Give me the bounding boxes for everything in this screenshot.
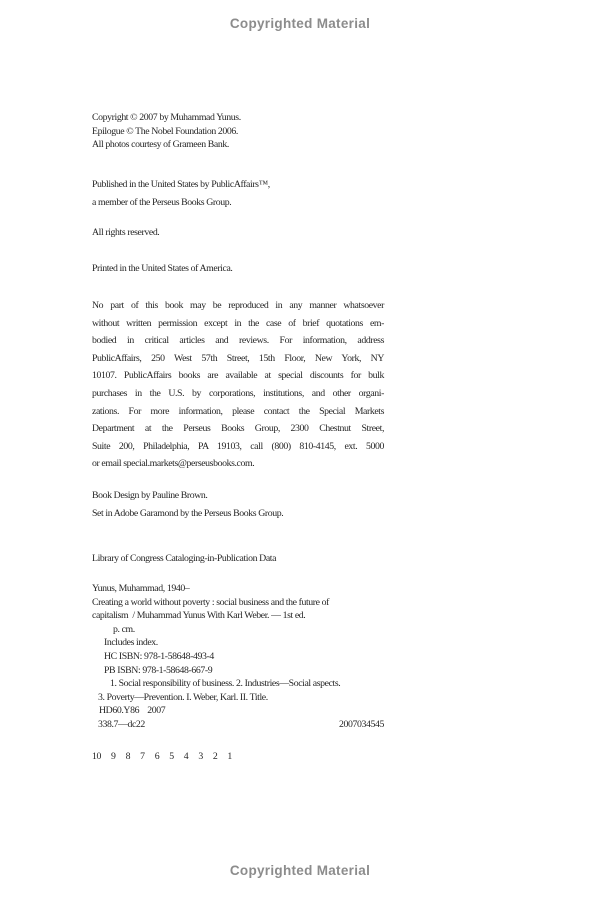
lccn-number: 2007034545 bbox=[339, 718, 384, 730]
copyrighted-material-banner-top: Copyrighted Material bbox=[229, 16, 371, 31]
permissions-line: bodied in critical articles and reviews. For information, address bbox=[92, 335, 384, 347]
printed-in-line: Printed in the United States of America. bbox=[92, 263, 233, 274]
cip-line: PB ISBN: 978-1-58648-667-9 bbox=[104, 664, 213, 676]
copyright-notice-block bbox=[92, 111, 384, 152]
permissions-last-line: or email special.markets@perseusbooks.com. bbox=[92, 458, 255, 470]
copyright-line: Epilogue © The Nobel Foundation 2006. bbox=[92, 125, 238, 137]
permissions-paragraph bbox=[92, 297, 384, 473]
permissions-line: purchases in the U.S. by corporations, institutions, and other organi- bbox=[92, 387, 384, 399]
cip-line: 3. Poverty—Prevention. I. Weber, Karl. II. Title. bbox=[98, 691, 268, 703]
copyright-line: All photos courtesy of Grameen Bank. bbox=[92, 139, 229, 150]
copyright-text-column bbox=[92, 0, 384, 763]
design-line: Book Design by Pauline Brown. bbox=[92, 489, 208, 501]
publisher-line: a member of the Perseus Books Group. bbox=[92, 197, 232, 208]
permissions-line: Suite 200, Philadelphia, PA 19103, call (800) 810-4145, ext. 5000 bbox=[92, 440, 384, 452]
cip-line: capitalism / Muhammad Yunus With Karl Weber. — 1st ed. bbox=[92, 610, 306, 622]
cip-lines bbox=[92, 582, 384, 718]
permissions-line: Department at the Perseus Books Group, 2300 Chestnut Street, bbox=[92, 423, 384, 435]
cip-data-block bbox=[92, 582, 384, 732]
publisher-block bbox=[92, 176, 384, 213]
loc-cataloging-heading: Library of Congress Cataloging-in-Publication Data bbox=[92, 552, 277, 564]
copyright-line: Copyright © 2007 by Muhammad Yunus. bbox=[92, 112, 241, 123]
book-design-block bbox=[92, 487, 384, 523]
cip-line: HD60.Y86 2007 bbox=[99, 705, 166, 717]
permissions-line: without written permission except in the case of brief quotations em- bbox=[92, 317, 384, 329]
permissions-line: No part of this book may be reproduced in any manner whatsoever bbox=[92, 300, 384, 311]
cip-line: Creating a world without poverty : social business and the future of bbox=[92, 596, 329, 608]
publisher-line: Published in the United States by PublicAffairs™, bbox=[92, 178, 270, 190]
cip-line: 1. Social responsibility of business. 2. Industries—Social aspects. bbox=[110, 678, 341, 690]
permissions-justified-lines bbox=[92, 297, 384, 455]
dewey-number: 338.7—dc22 bbox=[98, 718, 145, 730]
copyrighted-material-banner-bottom: Copyrighted Material bbox=[229, 863, 371, 878]
rights-reserved-line: All rights reserved. bbox=[92, 227, 160, 238]
cip-line: HC ISBN: 978-1-58648-493-4 bbox=[104, 650, 214, 662]
design-line: Set in Adobe Garamond by the Perseus Books Group. bbox=[92, 507, 284, 519]
permissions-line: PublicAffairs, 250 West 57th Street, 15th Floor, New York, NY bbox=[92, 352, 384, 364]
cip-line: Yunus, Muhammad, 1940– bbox=[92, 582, 190, 594]
cip-line: p. cm. bbox=[113, 623, 135, 635]
permissions-line: zations. For more information, please contact the Special Markets bbox=[92, 405, 384, 417]
permissions-line: 10107. PublicAffairs books are available at special discounts for bulk bbox=[92, 370, 384, 382]
printers-key-line: 10 9 8 7 6 5 4 3 2 1 bbox=[92, 750, 232, 762]
cip-dewey-row bbox=[92, 718, 384, 732]
cip-line: Includes index. bbox=[104, 637, 158, 649]
